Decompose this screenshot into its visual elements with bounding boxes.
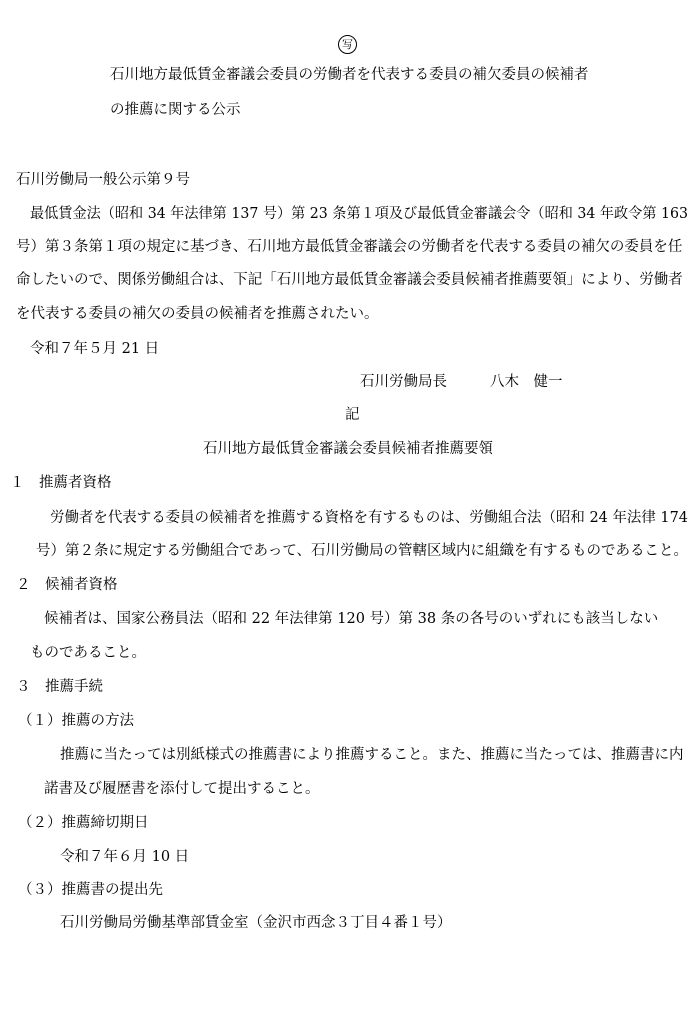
sub-2-body: 令和７年６月 10 日: [60, 849, 190, 865]
ki-heading: 記: [345, 407, 360, 423]
sub-2-heading: （２）推薦締切期日: [18, 815, 149, 831]
title-line-1: 石川地方最低賃金審議会委員の労働者を代表する委員の補欠委員の候補者: [110, 67, 589, 83]
item-1-heading: １ 推薦者資格: [10, 475, 112, 491]
title-line-2: の推薦に関する公示: [110, 102, 241, 118]
sub-1-body-2: 諾書及び履歴書を添付して提出すること。: [44, 781, 320, 797]
sub-1-heading: （１）推薦の方法: [18, 713, 134, 729]
sub-3-heading: （３）推薦書の提出先: [18, 882, 163, 898]
signer-name: 八木 健一: [490, 374, 563, 390]
body-line-1: 最低賃金法（昭和 34 年法律第 137 号）第 23 条第１項及び最低賃金審議会令（昭和 34 年政令第 163: [30, 206, 688, 222]
item-2-body-2: ものであること。: [30, 645, 146, 661]
notice-date: 令和７年５月 21 日: [30, 341, 160, 357]
item-1-body-1: 労働者を代表する委員の候補者を推薦する資格を有するものは、労働組合法（昭和 24 年法律 174: [50, 510, 688, 526]
body-line-2: 号）第３条第１項の規定に基づき、石川地方最低賃金審議会の労働者を代表する委員の補欠の委員を任: [16, 239, 683, 255]
section-title: 石川地方最低賃金審議会委員候補者推薦要領: [203, 441, 493, 457]
signer-office: 石川労働局長: [360, 374, 447, 390]
sub-1-body-1: 推薦に当たっては別紙様式の推薦書により推薦すること。また、推薦に当たっては、推薦書に内: [60, 747, 684, 763]
copy-seal: 写: [338, 35, 357, 54]
item-2-body-1: 候補者は、国家公務員法（昭和 22 年法律第 120 号）第 38 条の各号のいずれにも該当しない: [44, 611, 659, 627]
body-line-4: を代表する委員の補欠の委員の候補者を推薦されたい。: [16, 306, 379, 322]
item-3-heading: ３ 推薦手続: [16, 679, 103, 695]
item-2-heading: ２ 候補者資格: [16, 577, 118, 593]
item-1-body-2: 号）第２条に規定する労働組合であって、石川労働局の管轄区域内に組織を有するものであること。: [36, 543, 688, 559]
sub-3-body: 石川労働局労働基準部賃金室（金沢市西念３丁目４番１号）: [60, 915, 452, 931]
body-line-3: 命したいので、関係労働組合は、下記「石川地方最低賃金審議会委員候補者推薦要領」により、労働者: [16, 272, 683, 288]
notice-number: 石川労働局一般公示第９号: [16, 172, 190, 188]
